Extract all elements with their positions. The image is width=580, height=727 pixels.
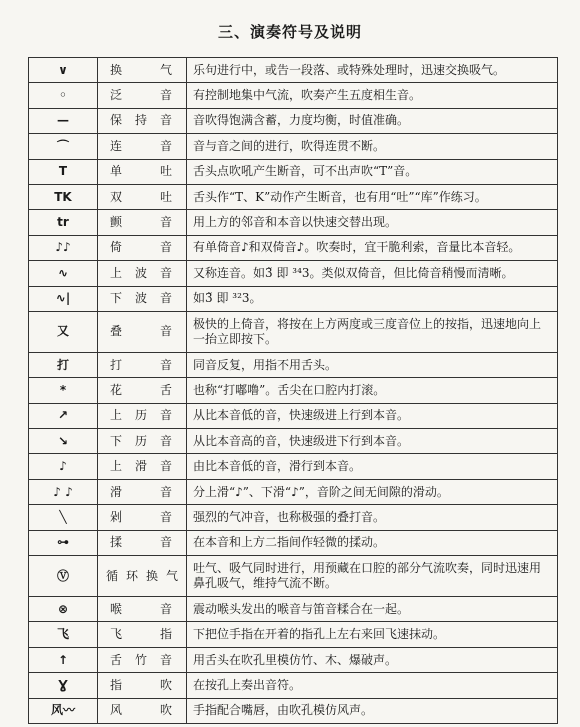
symbol-cell <box>29 352 98 377</box>
symbol-table <box>28 57 558 724</box>
description-cell: 在本音和上方二指间作轻微的揉动。 <box>187 530 558 555</box>
description-cell: 也称“打嘟噜”。舌尖在口腔内打滚。 <box>187 378 558 403</box>
notation-symbol: ↑ <box>57 652 69 667</box>
notation-symbol: ♪♪ <box>55 240 71 255</box>
notation-symbol: TK <box>54 189 72 204</box>
table-row <box>29 108 558 133</box>
symbol-cell <box>29 378 98 403</box>
name-cell <box>98 235 187 260</box>
name-cell <box>98 597 187 622</box>
symbol-cell <box>29 673 98 698</box>
technique-name: 喉 音 <box>110 601 172 616</box>
name-cell <box>98 311 187 352</box>
page-title: 三、演奏符号及说明 <box>217 23 362 41</box>
technique-name: 泛 音 <box>110 88 172 103</box>
table-row <box>29 311 558 352</box>
table-row <box>29 261 558 286</box>
table-row <box>29 159 558 184</box>
symbol-table-body <box>29 58 558 724</box>
notation-symbol: ∿| <box>55 291 71 306</box>
technique-name: 上 滑 音 <box>110 459 172 474</box>
name-cell <box>98 108 187 133</box>
name-cell <box>98 378 187 403</box>
table-row <box>29 134 558 159</box>
description-cell: 吐气、吸气同时进行，用预藏在口腔的部分气流吹奏，同时迅速用鼻孔吸气，维持气流不断。 <box>187 556 558 597</box>
symbol-cell <box>29 597 98 622</box>
technique-name: 指 吹 <box>110 677 172 692</box>
description-cell: 下把位手指在开着的指孔上左右来回飞速抹动。 <box>187 622 558 647</box>
name-cell <box>98 698 187 723</box>
description-cell: 强烈的气冲音，也称极强的叠打音。 <box>187 505 558 530</box>
table-row <box>29 556 558 597</box>
notation-symbol: ╲ <box>59 509 67 524</box>
technique-name: 下 波 音 <box>110 291 172 306</box>
symbol-cell <box>29 454 98 479</box>
technique-name: 换 气 <box>110 62 172 77</box>
description-cell: 舌头作“T、K”动作产生断音，也有用“吐”“库”作练习。 <box>187 184 558 209</box>
symbol-cell <box>29 622 98 647</box>
technique-name: 颤 音 <box>110 215 172 230</box>
name-cell <box>98 58 187 83</box>
description-cell: 同音反复，用指不用舌头。 <box>187 352 558 377</box>
name-cell <box>98 479 187 504</box>
symbol-cell <box>29 235 98 260</box>
technique-name: 保 持 音 <box>110 113 172 128</box>
symbol-cell <box>29 108 98 133</box>
notation-symbol: * <box>59 382 67 397</box>
technique-name: 揉 音 <box>110 535 172 550</box>
notation-symbol: ↘ <box>57 433 69 448</box>
symbol-cell <box>29 286 98 311</box>
description-cell: 从比本音高的音，快速级进下行到本音。 <box>187 429 558 454</box>
notation-symbol: 打 <box>56 357 69 372</box>
name-cell <box>98 647 187 672</box>
name-cell <box>98 261 187 286</box>
technique-name: 花 舌 <box>110 382 172 397</box>
technique-name: 下 历 音 <box>110 433 172 448</box>
description-cell: 有单倚音♪和双倚音♪。吹奏时，宜干脆利索，音量比本音轻。 <box>187 235 558 260</box>
name-cell <box>98 210 187 235</box>
description-cell: 用上方的邻音和本音以快速交替出现。 <box>187 210 558 235</box>
table-row <box>29 58 558 83</box>
notation-symbol: ↗ <box>57 408 69 423</box>
technique-name: 双 吐 <box>110 189 172 204</box>
table-row <box>29 673 558 698</box>
description-cell: 在按孔上奏出音符。 <box>187 673 558 698</box>
name-cell <box>98 673 187 698</box>
name-cell <box>98 134 187 159</box>
table-row <box>29 622 558 647</box>
description-cell: 音吹得饱满含蓄，力度均衡，时值准确。 <box>187 108 558 133</box>
notation-symbol: 又 <box>56 324 69 339</box>
name-cell <box>98 83 187 108</box>
notation-symbol: T <box>58 164 68 179</box>
technique-name: 剁 音 <box>110 509 172 524</box>
description-cell: 震动喉头发出的喉音与笛音糅合在一起。 <box>187 597 558 622</box>
description-cell: 用舌头在吹孔里模仿竹、木、爆破声。 <box>187 647 558 672</box>
technique-name: 打 音 <box>110 357 172 372</box>
name-cell <box>98 184 187 209</box>
symbol-cell <box>29 505 98 530</box>
table-row <box>29 352 558 377</box>
symbol-cell <box>29 429 98 454</box>
name-cell <box>98 622 187 647</box>
symbol-cell <box>29 159 98 184</box>
technique-name: 循 环 换 气 <box>106 568 178 583</box>
technique-name: 连 音 <box>110 138 172 153</box>
table-row <box>29 698 558 723</box>
description-cell: 极快的上倚音，将按在上方两度或三度音位上的按指，迅速地向上一抬立即按下。 <box>187 311 558 352</box>
description-cell: 有控制地集中气流，吹奏产生五度相生音。 <box>187 83 558 108</box>
notation-symbol: ∿ <box>57 265 69 280</box>
notation-symbol: ⊶ <box>57 535 69 550</box>
notation-symbol: ◦ <box>59 88 67 103</box>
table-row <box>29 378 558 403</box>
symbol-cell <box>29 698 98 723</box>
technique-name: 舌 竹 音 <box>110 652 172 667</box>
table-row <box>29 235 558 260</box>
notation-symbol: ♪ ♪ <box>53 484 73 499</box>
table-row <box>29 530 558 555</box>
name-cell <box>98 159 187 184</box>
symbol-cell <box>29 134 98 159</box>
notation-symbol: Ɣ <box>58 677 68 692</box>
technique-name: 叠 音 <box>110 324 172 339</box>
description-cell: 乐句进行中，或告一段落、或特殊处理时，迅速交换吸气。 <box>187 58 558 83</box>
name-cell <box>98 403 187 428</box>
table-row <box>29 647 558 672</box>
symbol-cell <box>29 311 98 352</box>
technique-name: 上 波 音 <box>110 265 172 280</box>
technique-name: 滑 音 <box>110 484 172 499</box>
name-cell <box>98 454 187 479</box>
table-row <box>29 479 558 504</box>
name-cell <box>98 352 187 377</box>
notation-symbol: Ⓥ <box>56 568 69 583</box>
symbol-cell <box>29 403 98 428</box>
description-cell: 从比本音低的音，快速级进上行到本音。 <box>187 403 558 428</box>
symbol-cell <box>29 83 98 108</box>
description-cell: 音与音之间的进行，吹得连贯不断。 <box>187 134 558 159</box>
description-cell: 手指配合嘴唇，由吹孔模仿风声。 <box>187 698 558 723</box>
technique-name: 单 吐 <box>110 164 172 179</box>
description-cell: 又称连音。如3̃ 即 ³⁴3。类似双倚音，但比倚音稍慢而清晰。 <box>187 261 558 286</box>
name-cell <box>98 505 187 530</box>
symbol-cell <box>29 58 98 83</box>
technique-name: 风 吹 <box>110 703 172 718</box>
symbol-cell <box>29 647 98 672</box>
technique-name: 飞 指 <box>110 627 172 642</box>
symbol-cell <box>29 261 98 286</box>
symbol-cell <box>29 479 98 504</box>
notation-symbol: ⌒ <box>56 138 69 153</box>
notation-symbol: 飞 <box>56 627 69 642</box>
table-row <box>29 286 558 311</box>
symbol-cell <box>29 530 98 555</box>
symbol-cell <box>29 184 98 209</box>
name-cell <box>98 286 187 311</box>
table-row <box>29 184 558 209</box>
name-cell <box>98 530 187 555</box>
description-cell: 舌头点吹吼产生断音，可不出声吹“T”音。 <box>187 159 558 184</box>
notation-symbol: ⊗ <box>57 601 69 616</box>
table-row <box>29 83 558 108</box>
symbol-cell <box>29 210 98 235</box>
name-cell <box>98 429 187 454</box>
table-row <box>29 403 558 428</box>
name-cell <box>98 556 187 597</box>
technique-name: 上 历 音 <box>110 408 172 423</box>
table-row <box>29 454 558 479</box>
table-row <box>29 210 558 235</box>
notation-symbol: 风〰 <box>50 703 75 718</box>
technique-name: 倚 音 <box>110 240 172 255</box>
table-row <box>29 429 558 454</box>
description-cell: 如3̃ 即 ³²3。 <box>187 286 558 311</box>
description-cell: 由比本音低的音，滑行到本音。 <box>187 454 558 479</box>
table-row <box>29 597 558 622</box>
notation-symbol: ♪ <box>59 459 67 474</box>
notation-symbol: — <box>57 113 69 128</box>
table-row <box>29 505 558 530</box>
notation-symbol: tr <box>57 215 69 230</box>
notation-symbol: ∨ <box>58 62 68 77</box>
description-cell: 分上滑“♪”、下滑“♪”，音阶之间无间隙的滑动。 <box>187 479 558 504</box>
symbol-cell <box>29 556 98 597</box>
